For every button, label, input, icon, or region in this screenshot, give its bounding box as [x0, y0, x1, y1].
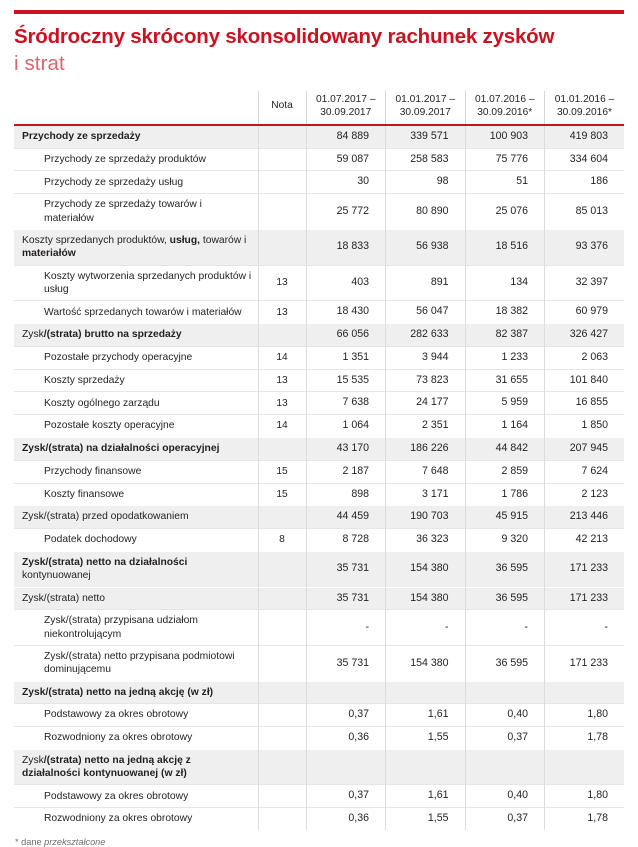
row-note — [258, 437, 306, 460]
row-value-1: 0,37 — [306, 785, 386, 808]
row-value-3: 44 842 — [465, 437, 545, 460]
row-label-part: Podstawowy za okres obrotowy — [44, 709, 189, 721]
row-value-2: 80 890 — [386, 194, 466, 230]
row-value-1: 59 087 — [306, 148, 386, 171]
row-value-1: 35 731 — [306, 587, 386, 610]
row-value-1 — [306, 749, 386, 785]
row-label — [14, 194, 258, 230]
row-label-part: Zysk/(strata) netto przypisana podmiotowi dominującemu — [44, 651, 235, 676]
footnote-text: dane — [18, 837, 45, 847]
row-label — [14, 265, 258, 301]
row-label-part: /(strata) netto na jedną akcję z działalności kontynuowanej (w zł) — [22, 754, 191, 780]
column-header-period-3 — [465, 91, 545, 125]
table-row — [14, 301, 624, 324]
column-header-label — [14, 91, 258, 125]
row-value-4: 1,78 — [545, 726, 625, 749]
row-note — [258, 171, 306, 194]
row-value-4: 326 427 — [545, 324, 625, 347]
table-row — [14, 749, 624, 785]
row-value-2: 190 703 — [386, 506, 466, 529]
row-note: 15 — [258, 483, 306, 506]
row-value-4: 101 840 — [545, 369, 625, 392]
row-label — [14, 324, 258, 347]
row-value-4: 171 233 — [545, 587, 625, 610]
row-label-part: Zysk/(strata) netto na jedną akcję (w zł) — [22, 686, 214, 698]
row-value-2: 339 571 — [386, 125, 466, 148]
row-value-1: 1 064 — [306, 415, 386, 438]
row-note — [258, 681, 306, 703]
table-row — [14, 785, 624, 808]
row-label — [14, 437, 258, 460]
row-label-part: Koszty ogólnego zarządu — [44, 397, 160, 409]
row-value-4: 1,78 — [545, 808, 625, 830]
row-value-3: 2 859 — [465, 460, 545, 483]
row-value-1: 0,37 — [306, 704, 386, 727]
row-label — [14, 369, 258, 392]
row-value-2: 154 380 — [386, 587, 466, 610]
row-label-part: Koszty finansowe — [44, 488, 125, 500]
row-label-part: Zysk/(strata) netto — [22, 592, 105, 604]
table-row — [14, 808, 624, 830]
row-label — [14, 587, 258, 610]
row-value-1: 25 772 — [306, 194, 386, 230]
row-value-1: 66 056 — [306, 324, 386, 347]
row-label-part: Pozostałe koszty operacyjne — [44, 420, 175, 432]
row-value-3 — [465, 749, 545, 785]
row-value-1: 0,36 — [306, 808, 386, 830]
row-label-part: kontynuowanej — [22, 570, 91, 582]
row-label — [14, 749, 258, 785]
row-value-3: 75 776 — [465, 148, 545, 171]
row-value-2: 891 — [386, 265, 466, 301]
footnote-text-italic: przekształcone — [44, 837, 106, 847]
row-value-2: 1,55 — [386, 726, 466, 749]
row-value-3: 0,37 — [465, 808, 545, 830]
table-row — [14, 324, 624, 347]
row-value-4: 1,80 — [545, 704, 625, 727]
row-value-3: 134 — [465, 265, 545, 301]
row-label — [14, 704, 258, 727]
row-value-2: 24 177 — [386, 392, 466, 415]
row-value-4: 85 013 — [545, 194, 625, 230]
row-value-4: 42 213 — [545, 529, 625, 552]
row-value-3: 18 516 — [465, 229, 545, 265]
row-label-part: Przychody ze sprzedaży — [22, 131, 141, 143]
table-row — [14, 194, 624, 230]
row-value-4: 207 945 — [545, 437, 625, 460]
row-value-3: 1 786 — [465, 483, 545, 506]
row-value-4: 1,80 — [545, 785, 625, 808]
row-label — [14, 229, 258, 265]
row-label-part: Przychody ze sprzedaży towarów i materiałów — [44, 199, 202, 224]
row-value-2: 282 633 — [386, 324, 466, 347]
row-label — [14, 726, 258, 749]
row-value-2: 2 351 — [386, 415, 466, 438]
row-note: 15 — [258, 460, 306, 483]
table-row — [14, 148, 624, 171]
table-header — [14, 91, 624, 125]
row-value-3: 0,40 — [465, 785, 545, 808]
table-header-row — [14, 91, 624, 125]
row-label-part: Zysk/(strata) przed opodatkowaniem — [22, 511, 189, 523]
row-label-part: Pozostałe przychody operacyjne — [44, 352, 193, 364]
row-value-3: 5 959 — [465, 392, 545, 415]
row-value-2: 258 583 — [386, 148, 466, 171]
period-3-from: 01.07.2016 – — [475, 93, 535, 105]
row-note: 13 — [258, 265, 306, 301]
row-value-2: 154 380 — [386, 646, 466, 682]
row-label — [14, 610, 258, 646]
column-header-period-1 — [306, 91, 386, 125]
row-value-4: 213 446 — [545, 506, 625, 529]
row-value-4: 1 850 — [545, 415, 625, 438]
row-label — [14, 148, 258, 171]
row-note: 14 — [258, 346, 306, 369]
row-value-4 — [545, 681, 625, 703]
table-row — [14, 415, 624, 438]
table-row — [14, 125, 624, 148]
row-value-3: 0,37 — [465, 726, 545, 749]
row-label — [14, 346, 258, 369]
row-label-part: Zysk — [22, 329, 44, 341]
row-note — [258, 610, 306, 646]
row-value-1: 898 — [306, 483, 386, 506]
row-label — [14, 681, 258, 703]
period-1-to: 30.09.2017 — [320, 107, 372, 119]
row-value-3: 82 387 — [465, 324, 545, 347]
row-value-2: 56 938 — [386, 229, 466, 265]
row-value-2 — [386, 749, 466, 785]
period-2-from: 01.01.2017 – — [395, 93, 455, 105]
row-note — [258, 785, 306, 808]
row-note — [258, 704, 306, 727]
page-title-line1: Śródroczny skrócony skonsolidowany rachunek zysków — [14, 25, 555, 48]
row-value-3: 31 655 — [465, 369, 545, 392]
row-value-2: 7 648 — [386, 460, 466, 483]
row-label-part: towarów i — [202, 234, 247, 246]
row-value-4: 2 123 — [545, 483, 625, 506]
table-row — [14, 646, 624, 682]
row-label-part: Koszty wytworzenia sprzedanych produktów i usług — [44, 270, 252, 296]
row-value-3: 18 382 — [465, 301, 545, 324]
row-value-3: 25 076 — [465, 194, 545, 230]
column-header-nota: Nota — [258, 91, 306, 125]
period-3-to: 30.09.2016* — [477, 107, 533, 119]
row-value-3: 36 595 — [465, 646, 545, 682]
table-row — [14, 437, 624, 460]
table-row — [14, 610, 624, 646]
row-label — [14, 483, 258, 506]
row-value-2: 1,61 — [386, 704, 466, 727]
row-note — [258, 587, 306, 610]
row-label-part: Zysk — [22, 754, 44, 766]
financial-statement-page — [0, 10, 638, 847]
row-label-part: materiałów — [22, 248, 76, 260]
row-label-part: Podatek dochodowy — [44, 534, 137, 546]
column-header-period-4 — [545, 91, 625, 125]
row-note: 13 — [258, 301, 306, 324]
row-note — [258, 148, 306, 171]
row-note — [258, 551, 306, 587]
row-label — [14, 301, 258, 324]
row-value-3: 100 903 — [465, 125, 545, 148]
income-statement-table — [14, 91, 624, 830]
row-value-1: 35 731 — [306, 551, 386, 587]
row-label-part: Przychody ze sprzedaży produktów — [44, 153, 206, 165]
table-row — [14, 171, 624, 194]
period-1-from: 01.07.2017 – — [316, 93, 376, 105]
row-label-part: usług, — [169, 234, 203, 246]
row-label — [14, 529, 258, 552]
row-value-2 — [386, 681, 466, 703]
row-value-2: 3 171 — [386, 483, 466, 506]
row-value-1: 30 — [306, 171, 386, 194]
period-2-to: 30.09.2017 — [399, 107, 451, 119]
row-label-part: Zysk/(strata) na działalności operacyjnej — [22, 443, 220, 455]
row-note — [258, 749, 306, 785]
period-4-to: 30.09.2016* — [557, 107, 612, 119]
row-value-1: 35 731 — [306, 646, 386, 682]
row-note — [258, 506, 306, 529]
row-note: 13 — [258, 369, 306, 392]
table-row — [14, 483, 624, 506]
table-row — [14, 704, 624, 727]
row-label-part: Rozwodniony za okres obrotowy — [44, 813, 193, 825]
row-note — [258, 726, 306, 749]
row-value-4: 334 604 — [545, 148, 625, 171]
table-row — [14, 460, 624, 483]
row-note: 14 — [258, 415, 306, 438]
row-value-3: 51 — [465, 171, 545, 194]
row-value-4: 93 376 — [545, 229, 625, 265]
row-value-3: 1 164 — [465, 415, 545, 438]
row-note — [258, 125, 306, 148]
row-value-3: 45 915 — [465, 506, 545, 529]
row-value-1: 18 833 — [306, 229, 386, 265]
row-label-part: Rozwodniony za okres obrotowy — [44, 732, 193, 744]
row-value-1: 7 638 — [306, 392, 386, 415]
row-value-2: 3 944 — [386, 346, 466, 369]
row-value-1: 0,36 — [306, 726, 386, 749]
row-label — [14, 460, 258, 483]
row-value-1: 18 430 — [306, 301, 386, 324]
row-value-1: 2 187 — [306, 460, 386, 483]
table-row — [14, 506, 624, 529]
row-value-4: 7 624 — [545, 460, 625, 483]
row-label-part: Wartość sprzedanych towarów i materiałów — [44, 306, 242, 318]
row-value-1 — [306, 681, 386, 703]
row-label-part: /(strata) brutto na sprzedaży — [43, 329, 182, 341]
row-value-3: 36 595 — [465, 587, 545, 610]
row-note — [258, 808, 306, 830]
page-title-line2: i strat — [14, 52, 65, 76]
row-note — [258, 324, 306, 347]
row-label — [14, 808, 258, 830]
page-title — [14, 14, 624, 78]
row-value-3: 9 320 — [465, 529, 545, 552]
row-value-3: 1 233 — [465, 346, 545, 369]
row-value-1: 84 889 — [306, 125, 386, 148]
row-label — [14, 646, 258, 682]
table-row — [14, 587, 624, 610]
row-label-part: Koszty sprzedanych produktów, — [22, 234, 170, 246]
row-label — [14, 506, 258, 529]
row-note — [258, 194, 306, 230]
row-value-2: 36 323 — [386, 529, 466, 552]
row-value-1: 1 351 — [306, 346, 386, 369]
row-value-4: 419 803 — [545, 125, 625, 148]
row-label-part: Przychody finansowe — [44, 465, 142, 477]
table-row — [14, 681, 624, 703]
row-value-2: 1,61 — [386, 785, 466, 808]
row-value-3: - — [465, 610, 545, 646]
row-value-2: 1,55 — [386, 808, 466, 830]
table-row — [14, 551, 624, 587]
row-value-3: 0,40 — [465, 704, 545, 727]
row-value-4: 2 063 — [545, 346, 625, 369]
table-row — [14, 346, 624, 369]
row-label-part: Koszty sprzedaży — [44, 374, 125, 386]
row-note: 8 — [258, 529, 306, 552]
row-label — [14, 125, 258, 148]
row-label — [14, 171, 258, 194]
row-value-2: 154 380 — [386, 551, 466, 587]
row-value-2: 98 — [386, 171, 466, 194]
row-value-4: 171 233 — [545, 551, 625, 587]
row-label — [14, 785, 258, 808]
table-row — [14, 369, 624, 392]
column-header-period-2 — [386, 91, 466, 125]
row-value-2: 186 226 — [386, 437, 466, 460]
row-value-1: 43 170 — [306, 437, 386, 460]
row-label-part: Zysk/(strata) przypisana udziałom niekontrolującym — [44, 615, 198, 640]
row-value-4: 186 — [545, 171, 625, 194]
row-value-3: 36 595 — [465, 551, 545, 587]
row-value-4: 60 979 — [545, 301, 625, 324]
row-label — [14, 551, 258, 587]
table-row — [14, 726, 624, 749]
table-body — [14, 125, 624, 830]
row-value-1: 8 728 — [306, 529, 386, 552]
row-label-part: Przychody ze sprzedaży usług — [44, 176, 184, 188]
footnote — [14, 837, 624, 847]
row-value-1: 15 535 — [306, 369, 386, 392]
table-row — [14, 529, 624, 552]
row-value-4: 171 233 — [545, 646, 625, 682]
row-value-1: - — [306, 610, 386, 646]
row-value-4: 32 397 — [545, 265, 625, 301]
row-value-2: - — [386, 610, 466, 646]
period-4-from: 01.01.2016 – — [554, 93, 615, 105]
row-note — [258, 229, 306, 265]
footnote-marker: * — [15, 837, 19, 847]
row-note — [258, 646, 306, 682]
row-label — [14, 392, 258, 415]
row-value-4: 16 855 — [545, 392, 625, 415]
row-note: 13 — [258, 392, 306, 415]
row-value-3 — [465, 681, 545, 703]
row-label-part: Podstawowy za okres obrotowy — [44, 790, 189, 802]
table-row — [14, 229, 624, 265]
row-value-1: 44 459 — [306, 506, 386, 529]
row-value-2: 73 823 — [386, 369, 466, 392]
row-value-4: - — [545, 610, 625, 646]
row-label — [14, 415, 258, 438]
row-value-1: 403 — [306, 265, 386, 301]
row-label-part: Zysk/(strata) netto na działalności — [22, 556, 188, 568]
row-value-2: 56 047 — [386, 301, 466, 324]
table-row — [14, 392, 624, 415]
row-value-4 — [545, 749, 625, 785]
table-row — [14, 265, 624, 301]
